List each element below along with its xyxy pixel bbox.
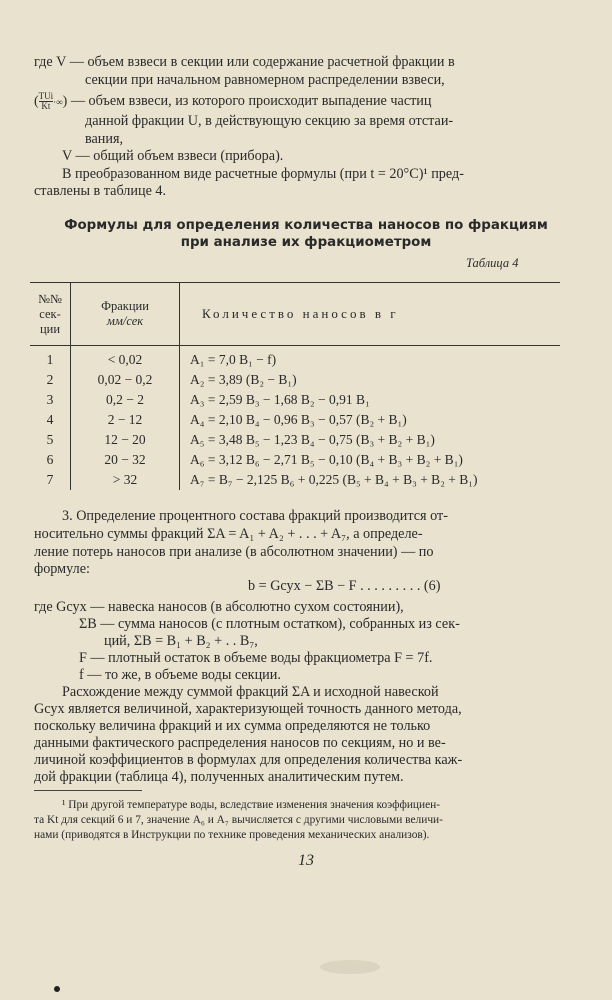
fraction-range: 2 − 12 [71, 410, 180, 430]
table-row [30, 470, 560, 490]
text-line: ций, ΣB = B₁ + B₂ + . . B₇, [104, 633, 258, 649]
section-number: 2 [30, 370, 71, 390]
table-title-line-1: Формулы для определения количества наносов по фракциям [64, 218, 548, 233]
text-line: данной фракции U, в действующую секцию за время отстаи- [85, 113, 454, 129]
text-line: носительно суммы фракций ΣA = A₁ + A₂ + . . . + A₇, а определе- [34, 526, 423, 542]
section-number: 3 [30, 390, 71, 410]
text-line: ление потерь наносов при анализе (в абсолютном значении) — по [34, 544, 434, 560]
text-line: где V — объем взвеси в секции или содержание расчетной фракции в [34, 54, 455, 70]
table-row [30, 430, 560, 450]
fraction-range: 0,2 − 2 [71, 390, 180, 410]
equation-6: b = Gсух − ΣB − F . . . . . . . . . (6) [248, 578, 441, 594]
quantity-formula: A₅ = 3,48 B₅ − 1,23 B₄ − 0,75 (B₃ + B₂ + B₁) [190, 432, 435, 447]
table-header-row [30, 283, 560, 346]
text-line: F — плотный остаток в объеме воды фракциометра F = 7f. [79, 650, 433, 666]
text-line: f — то же, в объеме воды секции. [79, 667, 281, 683]
header-section-no: №№ сек- ции [30, 283, 71, 346]
text-line: ΣB — сумма наносов (с плотным остатком), собранных из сек- [79, 616, 460, 632]
fraction-range: 12 − 20 [71, 430, 180, 450]
text-line: поскольку величина фракций и их сумма определяются не только [34, 718, 431, 734]
formula-line: ( $\frac{\text{TUi}}{Kt}$ ·∞) — объем взвеси, из которого происходит выпадение частиц [34, 91, 432, 112]
table-row [30, 410, 560, 430]
text-line: дой фракции (таблица 4), полученных аналитическим путем. [34, 769, 404, 785]
text-line: секции при начальном равномерном распределении взвеси, [85, 72, 445, 88]
quantity-formula: A₄ = 2,10 B₄ − 0,96 B₃ − 0,57 (B₂ + B₁) [190, 412, 407, 427]
fraction-symbol: $\frac{\text{TUi}}{Kt}$ [38, 91, 54, 112]
ink-dot [54, 986, 60, 992]
table-title-line-2: при анализе их фракциометром [180, 235, 432, 250]
quantity-formula: A₂ = 3,89 (B₂ − B₁) [190, 372, 297, 387]
text-line: вания, [85, 131, 124, 147]
text-line: Gсух является величиной, характеризующей точность данного метода, [34, 701, 462, 717]
section-number: 5 [30, 430, 71, 450]
section-number: 1 [30, 346, 71, 371]
table-row [30, 346, 560, 371]
quantity-formula: A₁ = 7,0 B₁ − f) [190, 352, 277, 367]
section-number: 4 [30, 410, 71, 430]
paper-stain [320, 960, 380, 974]
text-line: формуле: [34, 561, 90, 577]
text-line: V — общий объем взвеси (прибора). [62, 148, 284, 164]
footnote-line: ¹ При другой температуре воды, вследствие изменения значения коэффициен- [62, 799, 441, 811]
quantity-formula: A₃ = 2,59 B₃ − 1,68 B₂ − 0,91 B₁ [190, 392, 370, 407]
footnote-line: нами (приводятся в Инструкции по технике проведения механических анализов). [34, 829, 430, 841]
table-caption: Таблица 4 [466, 256, 519, 270]
fraction-range: > 32 [71, 470, 180, 490]
text-line: 3. Определение процентного состава фракций производится от- [62, 508, 448, 524]
text-line: личиной коэффициентов в формулах для определения количества каж- [34, 752, 463, 768]
page-number: 13 [298, 852, 314, 869]
footnote-line: та Kt для секций 6 и 7, значение A₆ и A₇ вычисляется с другими числовыми величи- [34, 814, 443, 826]
text-line: В преобразованном виде расчетные формулы (при t = 20°C)¹ пред- [62, 166, 464, 182]
text-line: данными фактического распределения наносов по секциям, но и ве- [34, 735, 446, 751]
table-row [30, 370, 560, 390]
header-fractions: Фракции мм/сек [71, 283, 180, 346]
text-line: ставлены в таблице 4. [34, 183, 167, 199]
text-line: где Gсух — навеска наносов (в абсолютно сухом состоянии), [34, 599, 404, 615]
footnote-rule [34, 790, 142, 791]
fraction-range: < 0,02 [71, 346, 180, 371]
table-row [30, 390, 560, 410]
fraction-range: 0,02 − 0,2 [71, 370, 180, 390]
header-quantity: Количество наносов в г [180, 283, 561, 346]
section-number: 6 [30, 450, 71, 470]
quantity-formula: A₇ = B₇ − 2,125 B₆ + 0,225 (B₅ + B₄ + B₃ + B₂ + B₁) [190, 472, 478, 487]
formula-table [30, 282, 560, 490]
section-number: 7 [30, 470, 71, 490]
quantity-formula: A₆ = 3,12 B₆ − 2,71 B₅ − 0,10 (B₄ + B₃ + B₂ + B₁) [190, 452, 463, 467]
fraction-range: 20 − 32 [71, 450, 180, 470]
text-line: Расхождение между суммой фракций ΣA и исходной навеской [62, 684, 439, 700]
table-row [30, 450, 560, 470]
